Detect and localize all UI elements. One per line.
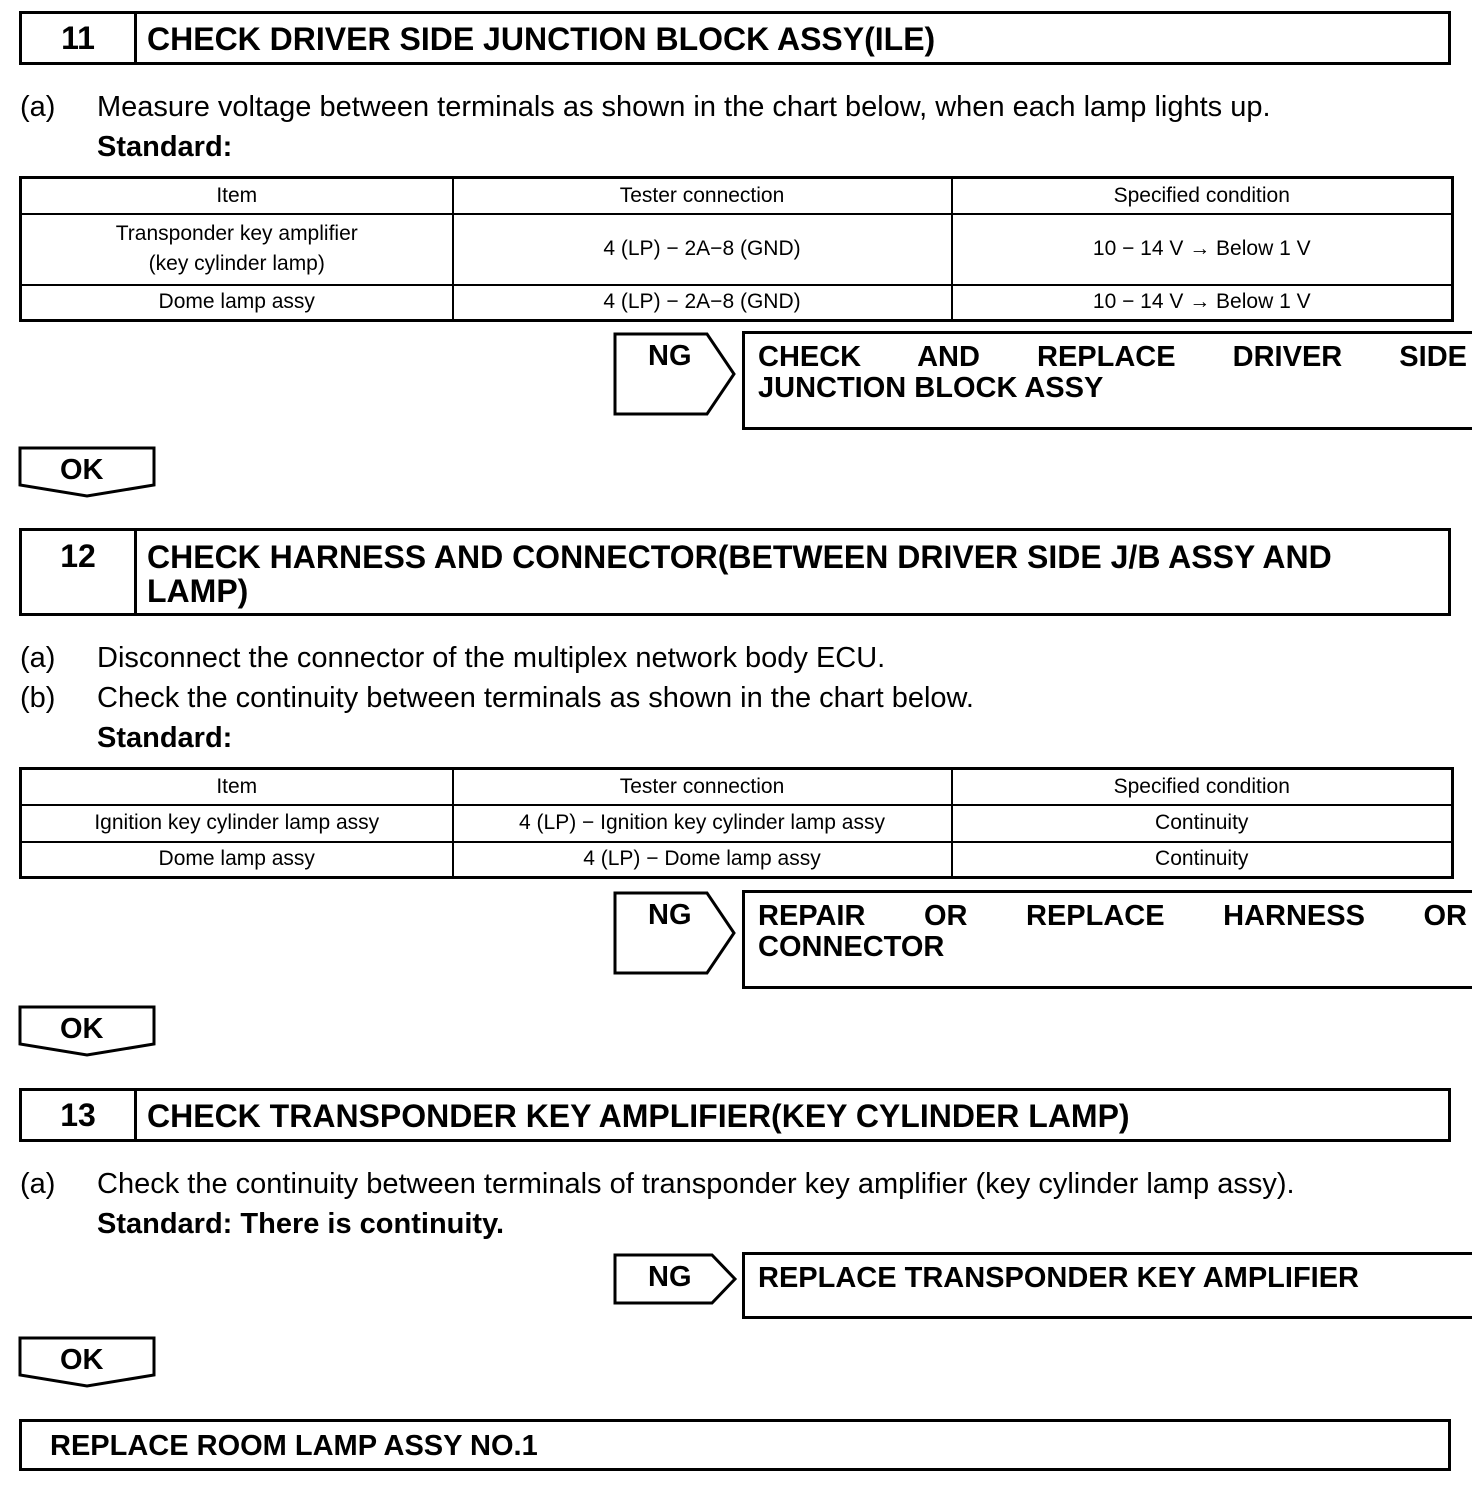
- ng-label: NG: [648, 1261, 692, 1293]
- specified-condition-cell: Continuity: [952, 805, 1453, 842]
- step-number: 12: [22, 531, 137, 613]
- instruction-text: Measure voltage between terminals as shown in the chart below, when each lamp lights up.: [97, 91, 1271, 123]
- instruction-text: Check the continuity between terminals of transponder key amplifier (key cylinder lamp assy).: [97, 1168, 1295, 1200]
- instruction-label: (a): [20, 642, 56, 674]
- ok-label: OK: [60, 1013, 104, 1045]
- spec-table: [19, 176, 1454, 322]
- table-row: [21, 805, 1453, 842]
- final-action-text: REPLACE ROOM LAMP ASSY NO.1: [50, 1430, 538, 1462]
- instruction-label: (a): [20, 91, 56, 123]
- step-title: [147, 540, 1440, 608]
- tester-connection-cell: 4 (LP) − 2A−8 (GND): [453, 214, 952, 285]
- step-12-header: [19, 528, 1451, 616]
- instruction-text: Check the continuity between terminals as shown in the chart below.: [97, 682, 974, 714]
- ng-action-line-2: JUNCTION BLOCK ASSY: [758, 372, 1104, 404]
- header-item: Item: [21, 178, 453, 214]
- instruction-label: (b): [20, 682, 56, 714]
- step-title-line-1: CHECK HARNESS AND CONNECTOR(BETWEEN DRIVER SIDE J/B ASSY AND: [147, 539, 1332, 575]
- step-title: CHECK TRANSPONDER KEY AMPLIFIER(KEY CYLINDER LAMP): [147, 1098, 1130, 1134]
- header-item: Item: [21, 769, 453, 805]
- ng-action-box: [742, 1252, 1472, 1319]
- table-row: [21, 214, 1453, 285]
- header-specified-condition: Specified condition: [952, 769, 1453, 805]
- item-cell: Dome lamp assy: [21, 285, 453, 321]
- step-title: CHECK DRIVER SIDE JUNCTION BLOCK ASSY(ILE): [147, 21, 936, 57]
- item-cell: Ignition key cylinder lamp assy: [21, 805, 453, 842]
- ok-label: OK: [60, 1344, 104, 1376]
- step-number: 13: [22, 1091, 137, 1139]
- step-11-header: [19, 11, 1451, 65]
- table-row: [21, 842, 1453, 878]
- ng-action-line-1: REPAIR OR REPLACE HARNESS OR: [758, 900, 1467, 932]
- item-cell: Dome lamp assy: [21, 842, 453, 878]
- step-number: 11: [22, 14, 137, 62]
- standard-label: Standard:: [97, 722, 233, 754]
- table-header-row: [21, 178, 1453, 214]
- instruction-label: (a): [20, 1168, 56, 1200]
- item-cell: [21, 214, 453, 285]
- tester-connection-cell: 4 (LP) − Dome lamp assy: [453, 842, 952, 878]
- spec-table: [19, 767, 1454, 879]
- standard-label: Standard: There is continuity.: [97, 1208, 505, 1240]
- table-row: [21, 285, 1453, 321]
- step-title-line-2: LAMP): [147, 573, 249, 609]
- ng-action-line-2: CONNECTOR: [758, 931, 945, 963]
- specified-condition-cell: 10 − 14 V → Below 1 V: [952, 285, 1453, 321]
- ng-action-line-1: CHECK AND REPLACE DRIVER SIDE: [758, 341, 1467, 373]
- ng-action-text: REPLACE TRANSPONDER KEY AMPLIFIER: [758, 1262, 1359, 1294]
- ng-action-box: [742, 890, 1472, 989]
- ng-label: NG: [648, 899, 692, 931]
- item-line-1: Transponder key amplifier: [115, 222, 358, 245]
- ok-label: OK: [60, 454, 104, 486]
- ng-action-box: [742, 331, 1472, 430]
- ng-label: NG: [648, 340, 692, 372]
- step-13-header: [19, 1088, 1451, 1142]
- specified-condition-cell: 10 − 14 V → Below 1 V: [952, 214, 1453, 285]
- table-header-row: [21, 769, 1453, 805]
- instruction-text: Disconnect the connector of the multiplex network body ECU.: [97, 642, 886, 674]
- header-tester-connection: Tester connection: [453, 769, 952, 805]
- tester-connection-cell: 4 (LP) − Ignition key cylinder lamp assy: [453, 805, 952, 842]
- standard-label: Standard:: [97, 131, 233, 163]
- tester-connection-cell: 4 (LP) − 2A−8 (GND): [453, 285, 952, 321]
- header-tester-connection: Tester connection: [453, 178, 952, 214]
- final-action-box: [19, 1419, 1451, 1471]
- item-line-2: (key cylinder lamp): [148, 252, 325, 275]
- specified-condition-cell: Continuity: [952, 842, 1453, 878]
- header-specified-condition: Specified condition: [952, 178, 1453, 214]
